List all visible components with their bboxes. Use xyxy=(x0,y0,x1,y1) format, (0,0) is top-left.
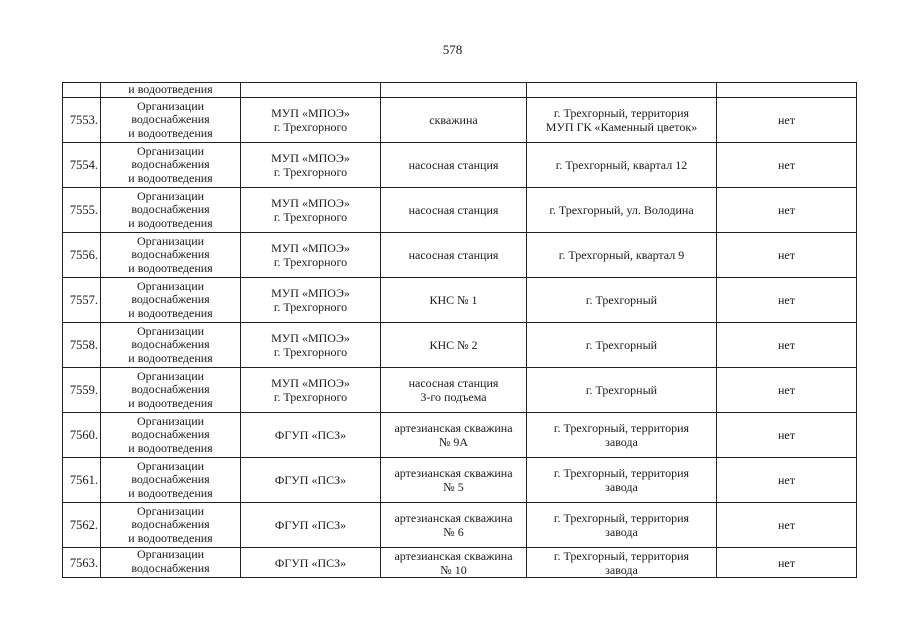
operator-line: г. Трехгорного xyxy=(273,345,348,359)
operator-cell xyxy=(241,233,381,278)
operator-line: МУП «МПОЭ» xyxy=(271,241,350,255)
object-cell xyxy=(381,548,527,578)
address-line: завода xyxy=(605,525,638,539)
flag-cell: нет xyxy=(717,413,857,458)
organization-type-line: и водоотведения xyxy=(128,530,213,545)
address-cell xyxy=(527,233,717,278)
organization-type-cell xyxy=(101,188,241,233)
flag-cell: нет xyxy=(717,548,857,578)
object-line: насосная станция xyxy=(408,158,499,172)
flag-cell: нет xyxy=(717,98,857,143)
organization-type-line: водоснабжения xyxy=(131,427,210,442)
address-line: г. Трехгорный, территория xyxy=(553,421,690,435)
object-line: № 6 xyxy=(443,525,464,539)
organization-type-cell xyxy=(101,503,241,548)
object-line: № 5 xyxy=(443,480,464,494)
address-cell xyxy=(527,188,717,233)
number-cell: 7562. xyxy=(63,503,101,548)
operator-cell xyxy=(241,188,381,233)
address-line: г. Трехгорный xyxy=(585,293,658,307)
flag-cell: нет xyxy=(717,458,857,503)
number-cell: 7559. xyxy=(63,368,101,413)
organization-type-cell xyxy=(101,458,241,503)
table-row xyxy=(63,368,857,413)
operator-cell xyxy=(241,368,381,413)
organization-type-cell xyxy=(101,323,241,368)
table-row xyxy=(63,233,857,278)
number-cell: 7563. xyxy=(63,548,101,578)
flag-cell: нет xyxy=(717,323,857,368)
table-row xyxy=(63,323,857,368)
operator-cell xyxy=(241,323,381,368)
operator-line: МУП «МПОЭ» xyxy=(271,376,350,390)
table-row xyxy=(63,278,857,323)
organization-type-cell xyxy=(101,548,241,578)
object-line: КНС № 1 xyxy=(429,293,478,307)
number-cell: 7555. xyxy=(63,188,101,233)
table-row xyxy=(63,548,857,578)
operator-cell xyxy=(241,413,381,458)
organization-type-line: водоснабжения xyxy=(131,112,210,127)
operator-line: МУП «МПОЭ» xyxy=(271,331,350,345)
address-line: завода xyxy=(605,480,638,494)
organization-type-line: и водоотведения xyxy=(128,305,213,320)
flag-cell: нет xyxy=(717,368,857,413)
table-row xyxy=(63,83,857,98)
object-line: артезианская скважина xyxy=(394,466,513,480)
address-cell xyxy=(527,548,717,578)
organization-type-line: Организации xyxy=(136,278,205,293)
organization-type-line: водоснабжения xyxy=(131,472,210,487)
operator-line: г. Трехгорного xyxy=(273,120,348,134)
organization-type-line: водоснабжения xyxy=(131,292,210,307)
organization-type-line: и водоотведения xyxy=(128,125,213,140)
table-row xyxy=(63,188,857,233)
operator-cell xyxy=(241,143,381,188)
operator-line: ФГУП «ПСЗ» xyxy=(274,428,347,442)
operator-line: г. Трехгорного xyxy=(273,300,348,314)
address-line: г. Трехгорный, ул. Володина xyxy=(549,203,694,217)
organization-type-line: Организации xyxy=(136,368,205,383)
object-line: насосная станция xyxy=(408,203,499,217)
operator-cell xyxy=(241,503,381,548)
organization-type-line: Организации xyxy=(136,458,205,473)
organization-type-line: водоснабжения xyxy=(131,382,210,397)
organization-type-line: и водоотведения xyxy=(128,170,213,185)
organization-type-line: и водоотведения xyxy=(128,395,213,410)
registry-table-body xyxy=(63,83,857,578)
page-number: 578 xyxy=(442,42,463,57)
table-row xyxy=(63,98,857,143)
organization-type-cell xyxy=(101,278,241,323)
number-cell: 7553. xyxy=(63,98,101,143)
organization-type-cell: и водоотведения xyxy=(101,83,241,98)
operator-line: МУП «МПОЭ» xyxy=(271,196,350,210)
organization-type-line: и водоотведения xyxy=(128,350,213,365)
address-cell xyxy=(527,83,717,98)
operator-line: МУП «МПОЭ» xyxy=(271,286,350,300)
operator-line: МУП «МПОЭ» xyxy=(271,151,350,165)
organization-type-line: и водоотведения xyxy=(128,260,213,275)
object-line: артезианская скважина xyxy=(394,511,513,525)
table-row xyxy=(63,503,857,548)
address-cell xyxy=(527,278,717,323)
object-line: артезианская скважина xyxy=(394,421,513,435)
object-line: № 10 xyxy=(440,562,467,577)
organization-type-line: водоснабжения xyxy=(131,560,210,575)
address-line: г. Трехгорный, территория xyxy=(553,511,690,525)
operator-line: ФГУП «ПСЗ» xyxy=(274,518,347,532)
object-cell xyxy=(381,98,527,143)
organization-type-line: водоснабжения xyxy=(131,247,210,262)
address-cell xyxy=(527,413,717,458)
object-line: № 9А xyxy=(438,435,469,449)
number-cell: 7561. xyxy=(63,458,101,503)
object-cell xyxy=(381,323,527,368)
address-line: г. Трехгорный, квартал 9 xyxy=(558,248,685,262)
organization-type-line: водоснабжения xyxy=(131,202,210,217)
address-line: завода xyxy=(605,435,638,449)
number-cell: 7558. xyxy=(63,323,101,368)
operator-line: МУП «МПОЭ» xyxy=(271,106,350,120)
operator-line: г. Трехгорного xyxy=(273,210,348,224)
organization-type-cell xyxy=(101,368,241,413)
address-line: МУП ГК «Каменный цветок» xyxy=(545,120,698,134)
object-line: КНС № 2 xyxy=(429,338,478,352)
object-cell xyxy=(381,188,527,233)
flag-cell: нет xyxy=(717,278,857,323)
address-line: г. Трехгорный, территория xyxy=(553,548,690,563)
operator-line: г. Трехгорного xyxy=(273,165,348,179)
number-cell: 7560. xyxy=(63,413,101,458)
organization-type-line: Организации xyxy=(136,143,205,158)
object-cell xyxy=(381,143,527,188)
object-cell xyxy=(381,503,527,548)
address-cell xyxy=(527,98,717,143)
address-cell xyxy=(527,368,717,413)
organization-type-line: водоснабжения xyxy=(131,337,210,352)
number-cell: 7554. xyxy=(63,143,101,188)
organization-type-line: Организации xyxy=(136,413,205,428)
operator-cell xyxy=(241,98,381,143)
table-row xyxy=(63,413,857,458)
object-cell xyxy=(381,278,527,323)
flag-cell: нет xyxy=(717,143,857,188)
organization-type-line: водоснабжения xyxy=(131,157,210,172)
organization-type-line: и водоотведения xyxy=(128,485,213,500)
object-line: насосная станция xyxy=(408,376,499,390)
flag-cell: нет xyxy=(717,233,857,278)
organization-type-line: Организации xyxy=(136,188,205,203)
table-row xyxy=(63,458,857,503)
address-line: г. Трехгорный, территория xyxy=(553,466,690,480)
address-cell xyxy=(527,323,717,368)
flag-cell: нет xyxy=(717,503,857,548)
address-cell xyxy=(527,143,717,188)
address-line: г. Трехгорный, квартал 12 xyxy=(555,158,688,172)
object-cell xyxy=(381,368,527,413)
object-cell xyxy=(381,83,527,98)
number-cell: 7556. xyxy=(63,233,101,278)
flag-cell xyxy=(717,83,857,98)
address-cell xyxy=(527,458,717,503)
operator-line: г. Трехгорного xyxy=(273,255,348,269)
organization-type-cell xyxy=(101,233,241,278)
operator-cell xyxy=(241,278,381,323)
organization-type-line: Организации xyxy=(136,233,205,248)
object-line: скважина xyxy=(429,113,478,127)
address-line: г. Трехгорный, территория xyxy=(553,106,690,120)
organization-type-line: Организации xyxy=(136,547,205,561)
organization-type-line: и водоотведения xyxy=(128,215,213,230)
organization-type-cell xyxy=(101,98,241,143)
operator-line: г. Трехгорного xyxy=(273,390,348,404)
operator-line: ФГУП «ПСЗ» xyxy=(274,555,347,570)
organization-type-line: Организации xyxy=(136,98,205,113)
organization-type-line: и водоотведения xyxy=(128,440,213,455)
organization-type-cell xyxy=(101,143,241,188)
address-line: завода xyxy=(605,562,638,577)
operator-line: ФГУП «ПСЗ» xyxy=(274,473,347,487)
flag-cell: нет xyxy=(717,188,857,233)
address-line: г. Трехгорный xyxy=(585,383,658,397)
object-cell xyxy=(381,413,527,458)
number-cell xyxy=(63,83,101,98)
registry-table xyxy=(62,82,857,578)
object-cell xyxy=(381,233,527,278)
table-row xyxy=(63,143,857,188)
organization-type-line: водоснабжения xyxy=(131,517,210,532)
organization-type-cell xyxy=(101,413,241,458)
operator-cell xyxy=(241,458,381,503)
object-line: насосная станция xyxy=(408,248,499,262)
organization-type-line: Организации xyxy=(136,323,205,338)
operator-cell xyxy=(241,548,381,578)
address-cell xyxy=(527,503,717,548)
number-cell: 7557. xyxy=(63,278,101,323)
operator-cell xyxy=(241,83,381,98)
object-line: артезианская скважина xyxy=(394,548,513,563)
object-cell xyxy=(381,458,527,503)
organization-type-line: Организации xyxy=(136,503,205,518)
address-line: г. Трехгорный xyxy=(585,338,658,352)
object-line: 3-го подъема xyxy=(420,390,487,404)
